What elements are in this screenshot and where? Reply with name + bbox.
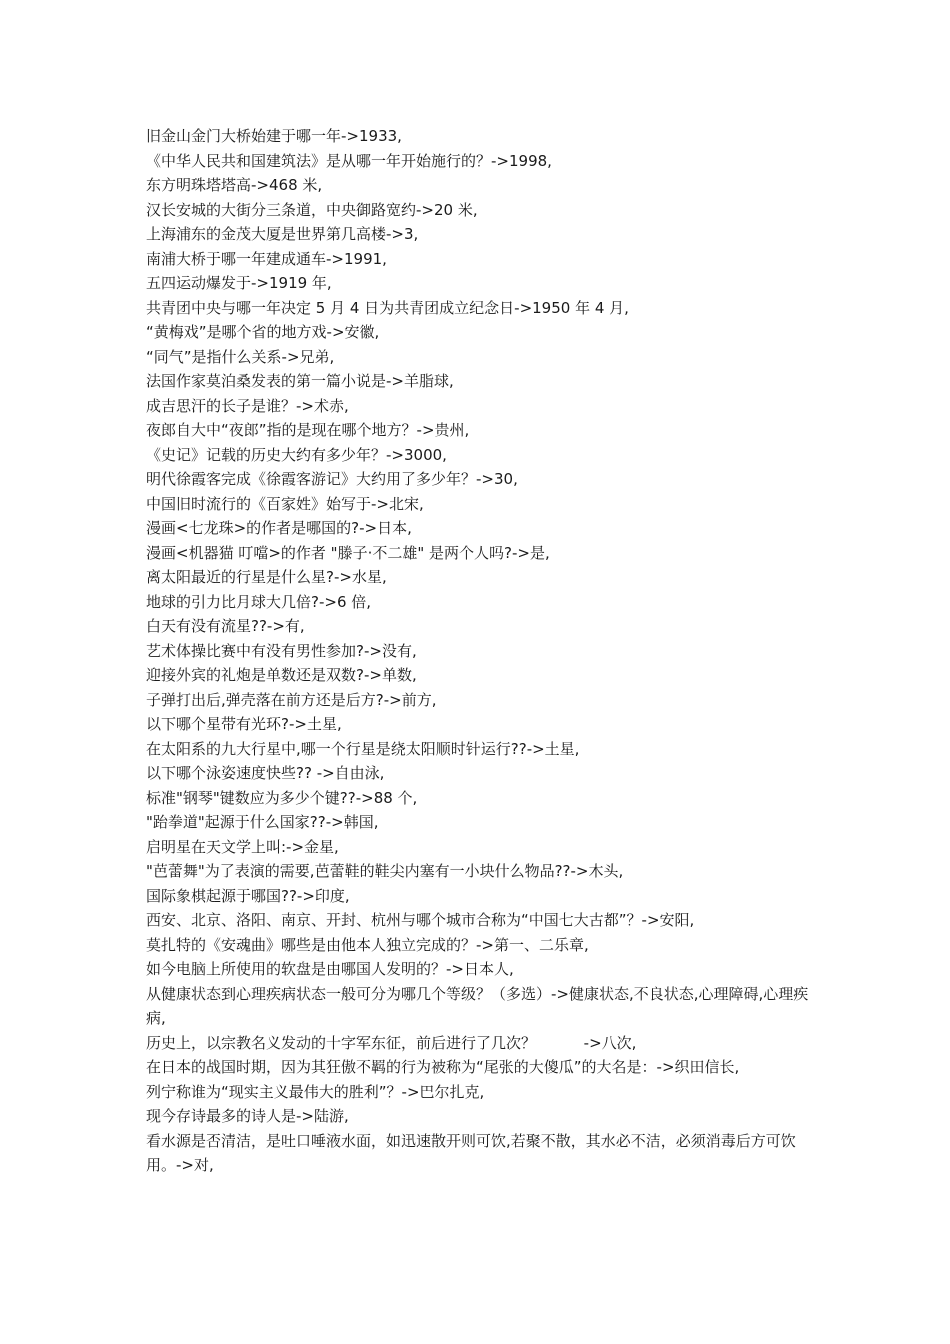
text-line: 以下哪个泳姿速度快些?? ->自由泳, <box>146 764 385 782</box>
text-line: 地球的引力比月球大几倍?->6 倍, <box>146 592 372 611</box>
text-line: 离太阳最近的行星是什么星?->水星, <box>146 568 387 586</box>
text-line: 汉长安城的大街分三条道，中央御路宽约->20 米, <box>146 200 478 219</box>
text-line: 启明星在天文学上叫:->金星, <box>146 837 339 856</box>
text-line: 漫画<七龙珠>的作者是哪国的?->日本, <box>146 519 412 537</box>
text-line: 在太阳系的九大行星中,哪一个行星是绕太阳顺时针运行??->土星, <box>146 739 580 758</box>
text-line: 南浦大桥于哪一年建成通车->1991, <box>146 249 387 268</box>
text-line: 从健康状态到心理疾病状态一般可分为哪几个等级？（多选）->健康状态,不良状态,心理障碍,心理疾病, <box>146 984 809 1027</box>
text-line: 莫扎特的《安魂曲》哪些是由他本人独立完成的？->第一、二乐章, <box>146 935 589 954</box>
text-line: 列宁称谁为“现实主义最伟大的胜利”？->巴尔扎克, <box>146 1082 485 1101</box>
text-line: 中国旧时流行的《百家姓》始写于->北宋, <box>146 494 424 513</box>
text-line: 明代徐霞客完成《徐霞客游记》大约用了多少年？->30, <box>146 470 518 488</box>
text-line: 漫画<机器猫 叮噹>的作者 "滕子·不二雄" 是两个人吗?->是, <box>146 543 550 562</box>
text-line: “同气”是指什么关系->兄弟, <box>146 347 335 366</box>
text-line: 现今存诗最多的诗人是->陆游, <box>146 1107 349 1125</box>
text-line: 艺术体操比赛中有没有男性参加?->没有, <box>146 641 417 660</box>
text-line: 五四运动爆发于->1919 年, <box>146 274 332 292</box>
text-line: 国际象棋起源于哪国??->印度, <box>146 886 350 905</box>
text-line: 迎接外宾的礼炮是单数还是双数?->单数, <box>146 666 417 684</box>
text-line: 《中华人民共和国建筑法》是从哪一年开始施行的？->1998, <box>146 151 552 170</box>
text-line: 夜郎自大中“夜郎”指的是现在哪个地方？->贵州, <box>146 421 470 439</box>
text-line: 看水源是否清洁，是吐口唾液水面，如迅速散开则可饮,若聚不散，其水必不洁，必须消毒后方可饮用。->对, <box>146 1131 796 1174</box>
text-line: 如今电脑上所使用的软盘是由哪国人发明的？->日本人, <box>146 960 514 978</box>
text-line: 成吉思汗的长子是谁？->术赤, <box>146 396 349 415</box>
text-line: 以下哪个星带有光环?->土星, <box>146 715 342 733</box>
text-line: 子弹打出后,弹壳落在前方还是后方?->前方, <box>146 690 437 709</box>
text-line: "跆拳道"起源于什么国家??->韩国, <box>146 813 379 831</box>
text-line: 历史上，以宗教名义发动的十字军东征，前后进行了几次？ ->八次, <box>146 1033 637 1052</box>
text-line: 标准"钢琴"键数应为多少个键??->88 个, <box>146 788 418 807</box>
text-line: 共青团中央与哪一年决定 5 月 4 日为共青团成立纪念日->1950 年 4 月, <box>146 298 629 317</box>
text-line: 《史记》记载的历史大约有多少年？->3000, <box>146 445 447 464</box>
text-line: 旧金山金门大桥始建于哪一年->1933, <box>146 127 402 145</box>
text-line: 白天有没有流星??->有, <box>146 617 305 635</box>
text-line: 上海浦东的金茂大厦是世界第几高楼->3, <box>146 225 419 243</box>
text-line: 西安、北京、洛阳、南京、开封、杭州与哪个城市合称为“中国七大古都”？->安阳, <box>146 911 695 929</box>
text-line: 法国作家莫泊桑发表的第一篇小说是->羊脂球, <box>146 372 454 390</box>
text-line: "芭蕾舞"为了表演的需要,芭蕾鞋的鞋尖内塞有一小块什么物品??->木头, <box>146 862 624 880</box>
text-line: 东方明珠塔塔高->468 米, <box>146 176 323 194</box>
document-body <box>146 124 810 1178</box>
text-line: 在日本的战国时期，因为其狂傲不羁的行为被称为“尾张的大傻瓜”的大名是：->织田信长, <box>146 1058 740 1076</box>
text-line: “黄梅戏”是哪个省的地方戏->安徽, <box>146 323 380 341</box>
